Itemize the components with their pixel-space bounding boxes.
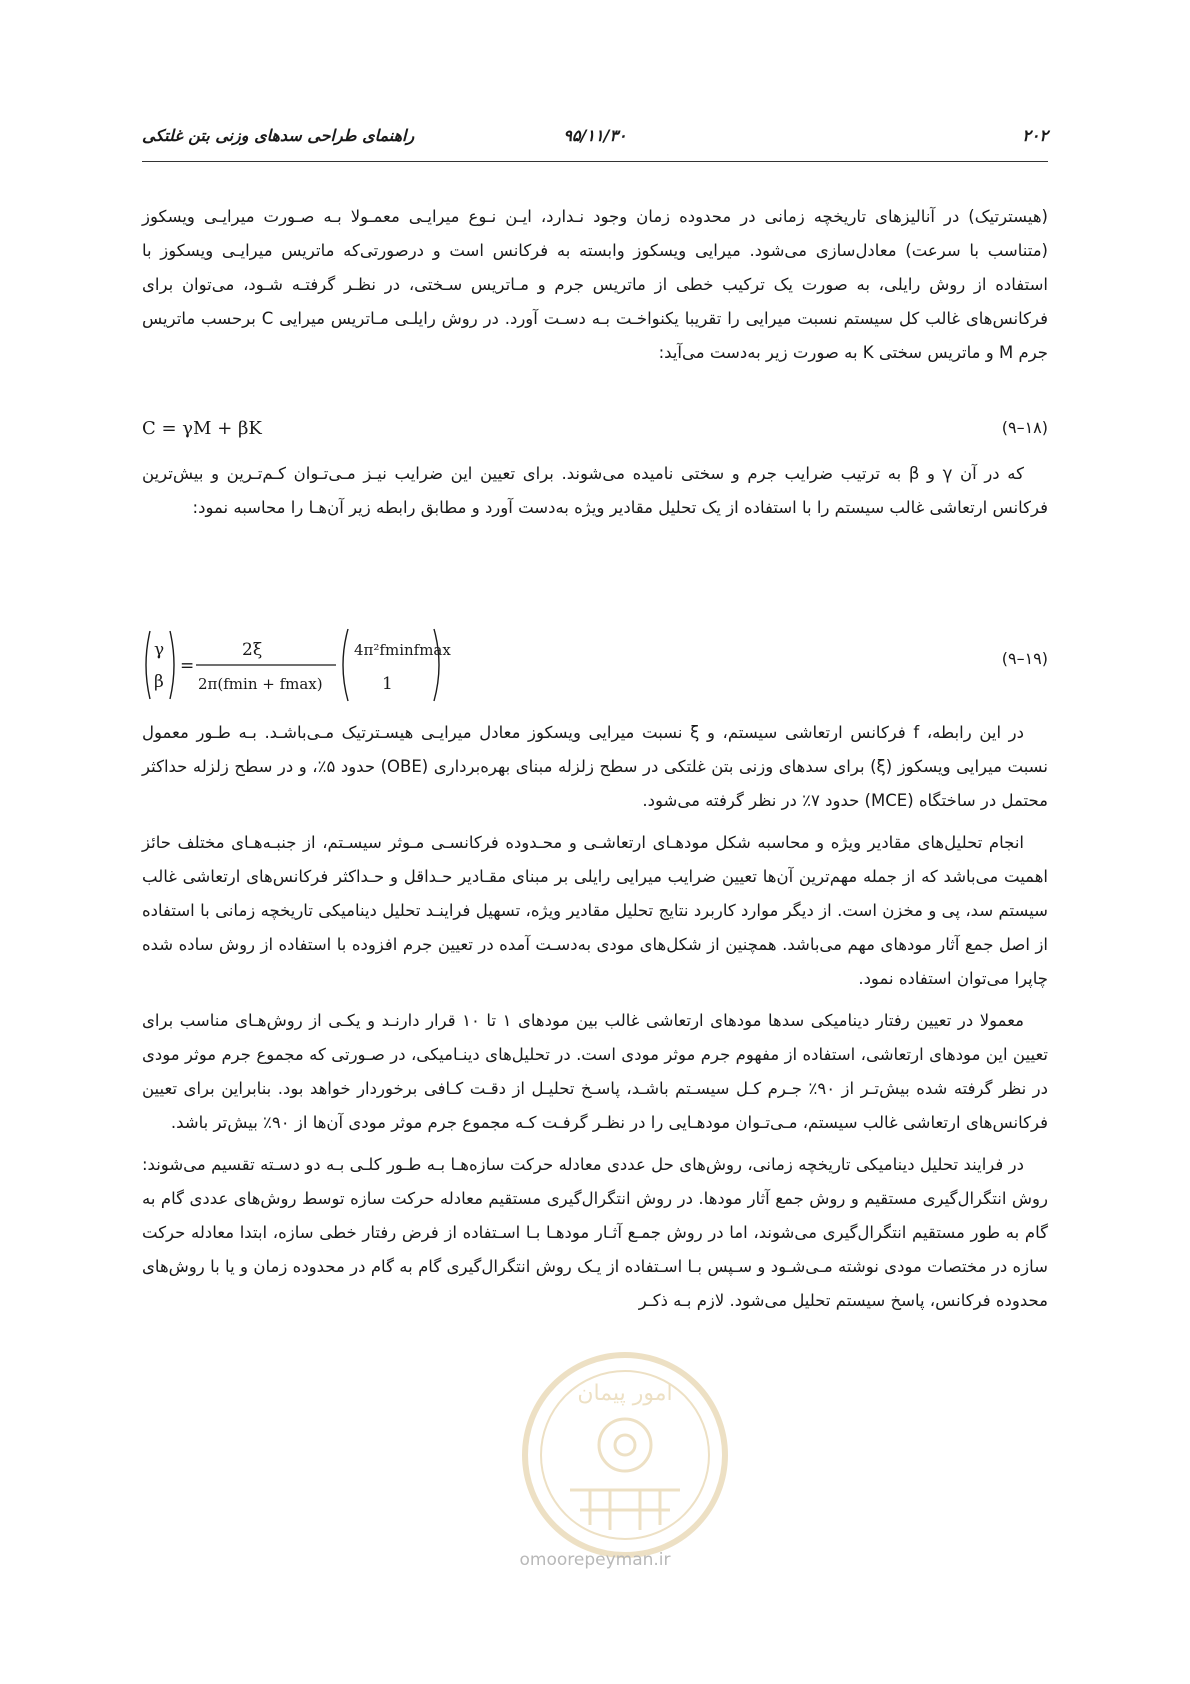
fraction-numerator: 2ξ — [242, 640, 263, 660]
svg-text:=: = — [180, 656, 195, 676]
paragraph: انجام تحلیل‌های مقادیر ویژه و محاسبه شکل مودهـای ارتعاشـی و محـدوده فرکانسـی مـوثر سیسـتم، از جنبـه‌هـای مختلف حائز اهمیت می‌باشد که از جمله مهم‌ترین آن‌ها تعیین ضرایب میرایی رایلی بر مبنای مقـادیر حـداقل و حـداکثر فرکانس‌های ارتعاشی غالب سیستم سد، پی و مخزن است. از دیگر موارد کاربرد نتایج تحلیل مقادیر ویژه، تسهیل فراینـد تحلیل دینامیکی تاریخچه زمانی با استفاده از اصل جمع آثار مودهای مهم می‌باشد. همچنین از شکل‌های مودی به‌دسـت آمده در تعیین جرم افزوده با استفاده از روش ساده شده چاپرا می‌توان استفاده نمود. — [142, 833, 1048, 988]
watermark-logo — [490, 1340, 760, 1570]
header-date: ۹۵/۱۱/۳۰ — [563, 126, 627, 145]
equation-18-number: (۹–۱۸) — [1001, 418, 1048, 437]
page-number: ۲۰۲ — [1022, 126, 1048, 145]
equation-19-formula — [142, 625, 642, 705]
header-title: راهنمای طراحی سدهای وزنی بتن غلتکی — [142, 126, 415, 145]
page-header — [142, 126, 1048, 156]
paragraph: که در آن γ و β به ترتیب ضرایب جرم و سختی نامیده می‌شوند. برای تعیین این ضرایب نیـز مـی‌تـوان کـم‌تـرین و بیش‌ترین فرکانس ارتعاشی غالب سیستم را با استفاده از یک تحلیل مقادیر ویژه به‌دست آورد و مطابق رابطه زیر آن‌هـا را محاسبه نمود: — [142, 464, 1048, 517]
watermark-site: omoorepeyman.ir — [519, 1550, 671, 1570]
rhs-top: 4π²fminfmax — [354, 641, 451, 659]
paragraph-block-1 — [142, 200, 1048, 378]
header-divider — [142, 161, 1048, 162]
paragraph: معمولا در تعیین رفتار دینامیکی سدها مودهای ارتعاشی غالب بین مودهای ۱ تا ۱۰ قرار دارنـد و یکـی از روش‌هـای مناسب برای تعیین این مودهای ارتعاشی، استفاده از مفهوم جرم موثر مودی است. در تحلیل‌های دینـامیکی، در صـورتی که مجموع جرم موثر مودی در نظر گرفته شده بیش‌تـر از ۹۰٪ جـرم کـل سیسـتم باشـد، پاسـخ تحلیـل از دقـت کـافی برخوردار خواهد بود. بنابراین برای تعیین فرکانس‌های ارتعاشی غالب سیستم، مـی‌تـوان مودهـایی را در نظـر گرفـت کـه مجموع جرم موثر مودی آن‌ها از ۹۰٪ بیش‌تر باشد. — [142, 1011, 1048, 1132]
equation-19-number: (۹–۱۹) — [1001, 649, 1048, 668]
paragraph-block-3 — [142, 716, 1048, 1326]
lhs-beta: β — [154, 672, 164, 692]
paragraph-block-2 — [142, 457, 1048, 533]
paragraph: در فرایند تحلیل دینامیکی تاریخچه زمانی، روش‌های حل عددی معادله حرکت سازه‌هـا بـه طـور کلـی بـه دو دسـته تقسیم می‌شوند: روش انتگرال‌گیری مستقیم و روش جمع آثار مودها. در روش انتگرال‌گیری مستقیم معادله حرکت سازه توسط روش‌های عددی گام به گام به طور مستقیم انتگرال‌گیری می‌شوند، اما در روش جمـع آثـار مودهـا بـا اسـتفاده از فرض رفتار خطی سازه، ابتدا معادله حرکت سازه در مختصات مودی نوشته مـی‌شـود و سـپس بـا اسـتفاده از یـک روش انتگرال‌گیری گام به گام در محدوده زمان و یا با روش‌های محدوده فرکانس، پاسخ سیستم تحلیل می‌شود. لازم بـه ذکـر — [142, 1155, 1048, 1310]
rhs-bottom: 1 — [382, 674, 393, 694]
equation-18 — [142, 418, 1048, 452]
paragraph: (هیسترتیک) در آنالیزهای تاریخچه زمانی در محدوده زمان وجود نـدارد، ایـن نـوع میرایـی معمـولا بـه صـورت میرایـی ویسکوز (متناسب با سرعت) معادل‌سازی می‌شود. میرایی ویسکوز وابسته به فرکانس است و درصورتی‌که ماتریس میرایـی ویسکوز با استفاده از روش رایلی، به صورت یک ترکیب خطی از ماتریس جرم و مـاتریس سـختی، در نظـر گرفتـه شـود، می‌توان برای فرکانس‌های غالب کل سیستم نسبت میرایی را تقریبا یکنواخـت بـه دسـت آورد. در روش رایلـی مـاتریس میرایی C برحسب ماتریس جرم M و ماتریس سختی K به صورت زیر به‌دست می‌آید: — [142, 207, 1049, 362]
watermark-logo-text: امور پیمان — [577, 1381, 673, 1406]
paragraph: در این رابطه، f فرکانس ارتعاشی سیستم، و ξ نسبت میرایی ویسکوز معادل میرایـی هیسـترتیک مـی‌باشـد. بـه طـور معمول نسبت میرایی ویسکوز (ξ) برای سدهای وزنی بتن غلتکی در سطح زلزله مبنای بهره‌برداری (OBE) حدود ۵٪، و در سطح زلزله حداکثر محتمل در ساختگاه (MCE) حدود ۷٪ در نظر گرفته می‌شود. — [142, 723, 1048, 810]
fraction-denominator: 2π(fmin + fmax) — [198, 675, 323, 693]
equation-19 — [142, 625, 1048, 705]
equation-18-formula: C = γM + βK — [142, 418, 262, 439]
lhs-gamma: γ — [154, 640, 165, 660]
